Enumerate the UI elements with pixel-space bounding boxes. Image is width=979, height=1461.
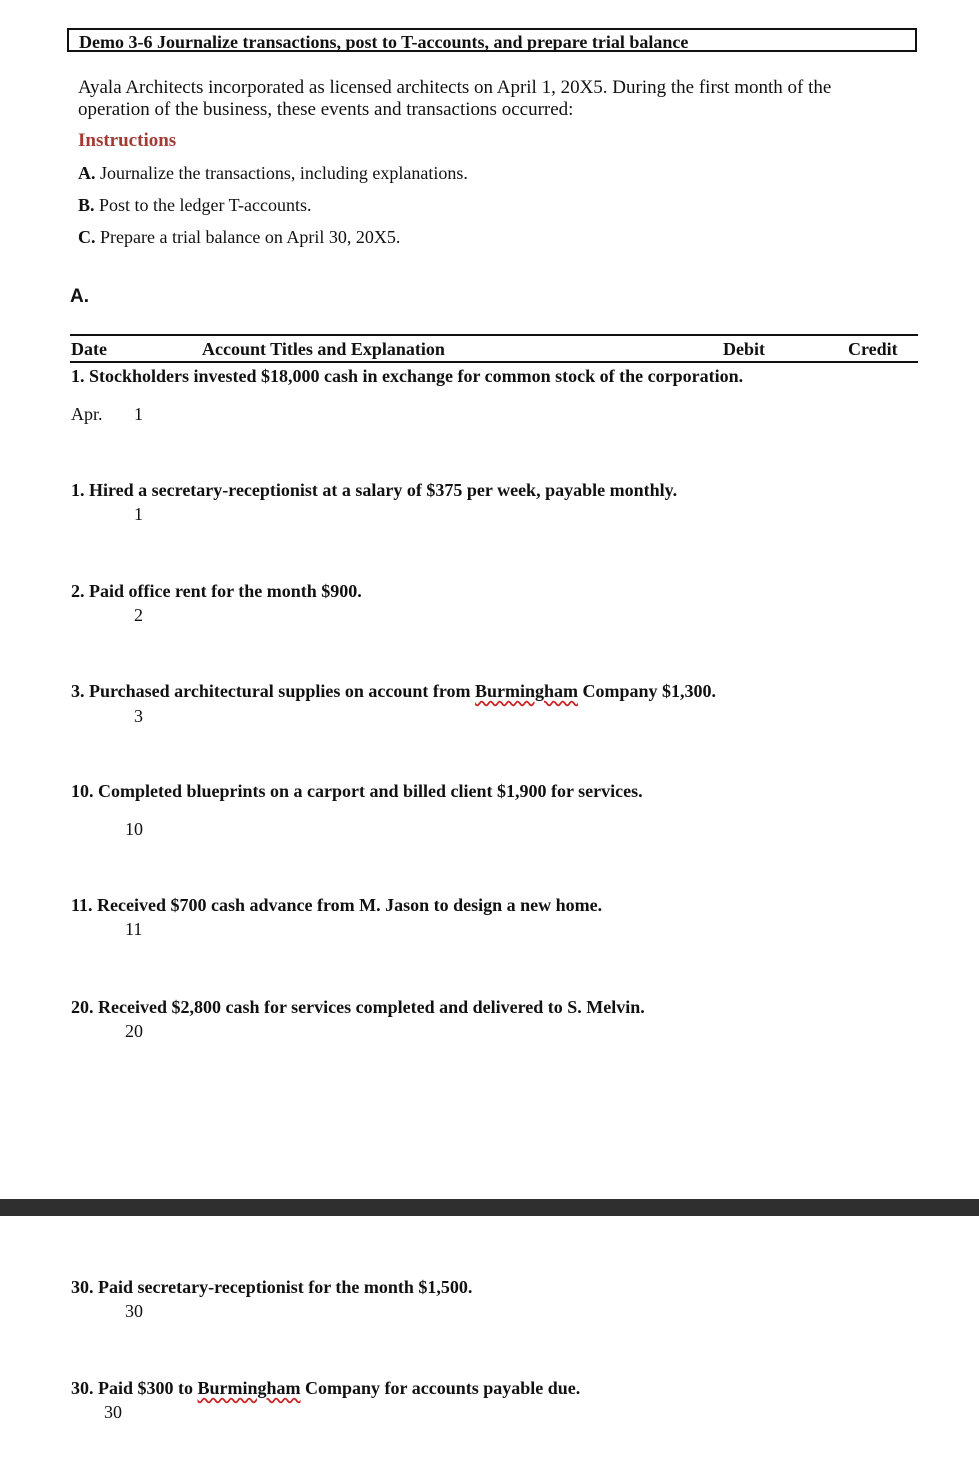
transaction-desc: 30. Paid secretary-receptionist for the month $1,500. xyxy=(71,1277,473,1297)
instruction-letter: C. xyxy=(78,227,96,247)
header-date: Date xyxy=(71,339,107,359)
transaction-text-part: 3. Purchased architectural supplies on account from xyxy=(71,681,475,701)
transaction-desc xyxy=(71,681,716,702)
transaction-desc: 2. Paid office rent for the month $900. xyxy=(71,581,362,601)
entry-day: 20 xyxy=(125,1021,143,1041)
instruction-letter: A. xyxy=(78,163,96,183)
intro-paragraph: Ayala Architects incorporated as licensed architects on April 1, 20X5. During the first month of the operation of the business, these events and transactions occurred: xyxy=(78,77,832,120)
transaction-desc xyxy=(71,1378,580,1399)
page-separator xyxy=(0,1199,979,1216)
document-title-box xyxy=(67,28,917,52)
transaction-text-part: Company for accounts payable due. xyxy=(300,1378,581,1398)
instruction-text: Journalize the transactions, including explanations. xyxy=(100,163,468,183)
instruction-a xyxy=(78,163,468,184)
entry-day: 30 xyxy=(125,1301,143,1321)
entry-day: 30 xyxy=(104,1402,122,1422)
entry-day: 3 xyxy=(134,706,143,726)
instruction-text: Post to the ledger T-accounts. xyxy=(99,195,312,215)
document-title: Demo 3-6 Journalize transactions, post to T-accounts, and prepare trial balance xyxy=(79,32,689,52)
entry-day: 2 xyxy=(134,605,143,625)
header-bottom-rule xyxy=(70,361,918,363)
entry-day: 11 xyxy=(125,919,143,939)
header-credit: Credit xyxy=(848,339,898,359)
transaction-desc: 11. Received $700 cash advance from M. Jason to design a new home. xyxy=(71,895,603,915)
spellcheck-flagged-word: Burmingham xyxy=(475,681,579,701)
transaction-desc: 1. Stockholders invested $18,000 cash in exchange for common stock of the corporation. xyxy=(71,366,744,386)
entry-day: 1 xyxy=(134,404,143,424)
instructions-heading: Instructions xyxy=(78,130,177,151)
transaction-desc: 1. Hired a secretary-receptionist at a salary of $375 per week, payable monthly. xyxy=(71,480,678,500)
header-debit: Debit xyxy=(723,339,765,359)
entry-day: 10 xyxy=(125,819,143,839)
instruction-c xyxy=(78,227,400,248)
instruction-b xyxy=(78,195,311,216)
instruction-text: Prepare a trial balance on April 30, 20X5. xyxy=(100,227,401,247)
entry-day: 1 xyxy=(134,504,143,524)
transaction-desc: 10. Completed blueprints on a carport and billed client $1,900 for services. xyxy=(71,781,643,801)
instruction-letter: B. xyxy=(78,195,95,215)
header-account: Account Titles and Explanation xyxy=(202,339,445,359)
header-top-rule xyxy=(70,334,918,336)
section-label: A. xyxy=(70,286,89,307)
spellcheck-flagged-word: Burmingham xyxy=(197,1378,301,1398)
transaction-desc: 20. Received $2,800 cash for services completed and delivered to S. Melvin. xyxy=(71,997,645,1017)
transaction-text-part: 30. Paid $300 to xyxy=(71,1378,198,1398)
transaction-text-part: Company $1,300. xyxy=(578,681,717,701)
entry-month: Apr. xyxy=(71,404,103,424)
